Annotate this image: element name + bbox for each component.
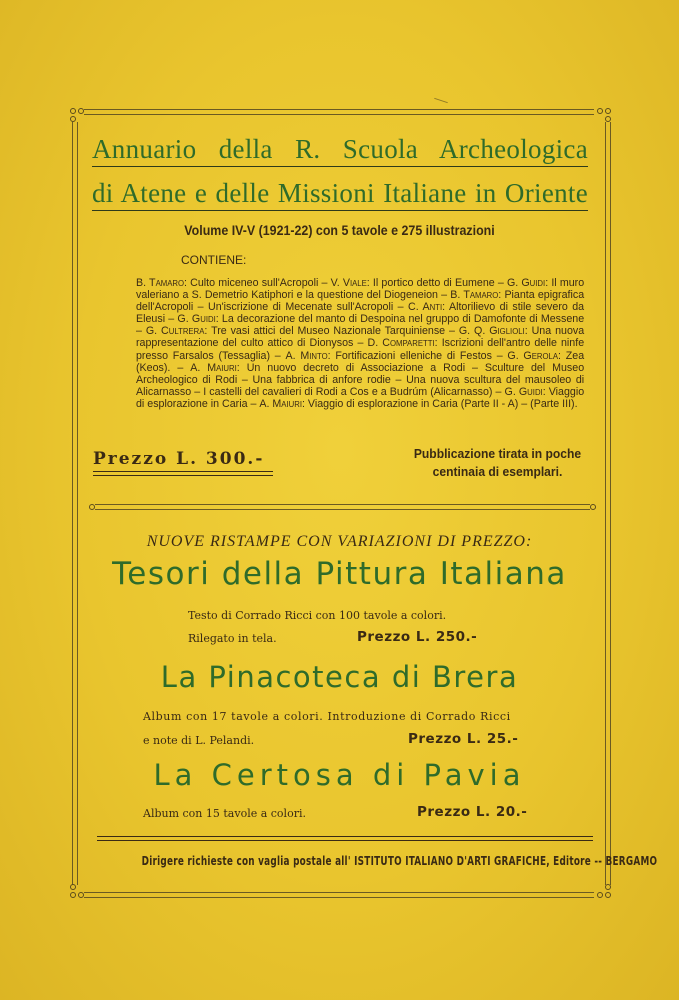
volume-info: Volume IV-V (1921-22) con 5 tavole e 275 illustrazioni <box>184 223 495 238</box>
contents-author: B. Tamaro <box>136 277 185 289</box>
book-description-certosa: Album con 15 tavole a colori. <box>143 807 306 820</box>
corner-ornament-icon <box>605 892 611 898</box>
book-title-tesori: Tesori della Pittura Italiana <box>112 556 567 592</box>
corner-ornament-icon <box>605 884 611 890</box>
ink-mark <box>434 98 448 103</box>
contents-list <box>136 277 584 410</box>
reprints-heading: NUOVE RISTAMPE CON VARIAZIONI DI PREZZO: <box>146 533 533 550</box>
title-line-2: di Atene e delle Missioni Italiane in Oriente <box>92 178 588 211</box>
frame-top-rule <box>84 109 594 115</box>
contents-article: : Pianta epigrafica dell'Acropoli – Un'iscrizione di Mecenate sull'Acropoli – <box>136 289 585 314</box>
contents-author: G. Guidi <box>177 313 216 326</box>
publication-note <box>402 445 593 481</box>
publication-note-line-1: Pubblicazione tirata in poche <box>413 446 582 461</box>
corner-ornament-icon <box>70 892 76 898</box>
contents-article: : La decorazione del manto di Despoina nel gruppo di Damofonte di Messene – <box>136 313 585 338</box>
contents-article: : Culto miceneo sull'Acropoli – <box>184 277 331 289</box>
corner-ornament-icon <box>78 892 84 898</box>
contents-author: A. Maiuri <box>190 361 237 374</box>
book-title-brera: La Pinacoteca di Brera <box>160 660 519 694</box>
frame-middle-rule <box>95 504 590 510</box>
contents-article: : Il muro valeriano a S. Demetrio Katiphori e la questione del Diogeneion – <box>136 277 585 302</box>
publication-note-line-2: centinaia di esemplari. <box>432 464 563 479</box>
contents-author: G. Cultrera <box>145 325 205 338</box>
contents-article: : Tre vasi attici del Museo Nazionale Tarquiniense – <box>204 325 459 338</box>
contents-article: : Viaggio di esplorazione in Caria (Parte II - A) – (Parte III). <box>302 397 578 410</box>
book-price-brera: Prezzo L. 25.- <box>408 731 519 747</box>
corner-ornament-icon <box>70 884 76 890</box>
contents-article: : Viaggio di esplorazione in Caria – <box>136 385 585 410</box>
contents-author: G. Gerola <box>507 349 559 362</box>
annuario-price: Prezzo L. 300.- <box>93 449 265 469</box>
book-description-tesori: Testo di Corrado Ricci con 100 tavole a colori. <box>188 609 447 622</box>
book-title-certosa: La Certosa di Pavia <box>153 758 526 792</box>
contents-author: G. Guidi <box>506 277 546 289</box>
contents-article: : Fortificazioni elleniche di Festos – <box>327 349 508 362</box>
contents-article: : Iscrizioni dell'antro delle ninfe presso Farsalos (Tessaglia) – <box>136 337 585 362</box>
corner-ornament-icon <box>605 108 611 114</box>
frame-bottom-rule <box>84 892 594 898</box>
contents-author: G. Q. Giglioli <box>458 325 525 338</box>
contents-article: : Zea (Keos). – <box>136 349 585 374</box>
contents-author: D. Comparetti <box>367 337 435 350</box>
divider-ornament-icon <box>89 504 95 510</box>
corner-ornament-icon <box>597 108 603 114</box>
corner-ornament-icon <box>605 116 611 122</box>
contents-article: : Il portico detto di Eumene – <box>366 277 507 289</box>
contents-label: CONTIENE: <box>181 253 247 267</box>
price-double-underline <box>93 471 273 476</box>
contents-author: A. Maiuri <box>259 397 303 410</box>
book-description-brera: Album con 17 tavole a colori. Introduzione di Corrado Ricci <box>143 710 511 723</box>
contents-author: C. Anti <box>408 301 443 314</box>
book-binding-tesori: Rilegato in tela. <box>188 632 277 645</box>
contents-article: : Altorilievo di stile severo da Eleusi – <box>136 301 585 326</box>
book-notes-brera: e note di L. Pelandi. <box>143 734 255 747</box>
book-price-certosa: Prezzo L. 20.- <box>417 804 528 820</box>
corner-ornament-icon <box>70 108 76 114</box>
order-instructions: Dirigere richieste con vaglia postale all' ISTITUTO ITALIANO D'ARTI GRAFICHE, Editore -- BERGAMO <box>141 854 658 868</box>
title-line-1: Annuario della R. Scuola Archeologica <box>92 134 588 167</box>
contents-article: : Una nuova rappresentazione del culto attico di Dionysos – <box>136 325 585 350</box>
contents-author: G. Guidi <box>504 385 543 398</box>
contents-author: V. Viale <box>330 277 367 289</box>
book-price-tesori: Prezzo L. 250.- <box>357 629 478 645</box>
corner-ornament-icon <box>70 116 76 122</box>
corner-ornament-icon <box>597 892 603 898</box>
divider-ornament-icon <box>590 504 596 510</box>
footer-double-rule <box>97 836 593 841</box>
contents-author: A. Minto <box>285 349 328 362</box>
corner-ornament-icon <box>78 108 84 114</box>
contents-author: B. Tamaro <box>450 289 499 302</box>
contents-article: : Un nuovo decreto di Associazione a Rodi – Sculture del Museo Archeologico di Rodi – Una fabbrica di anfore rodie – Una nuova scultura del mausoleo di Alicarnasso – I castelli del cavalieri di Rodi a Cos e a Budrúm (Alicarnasso) – <box>136 361 585 398</box>
